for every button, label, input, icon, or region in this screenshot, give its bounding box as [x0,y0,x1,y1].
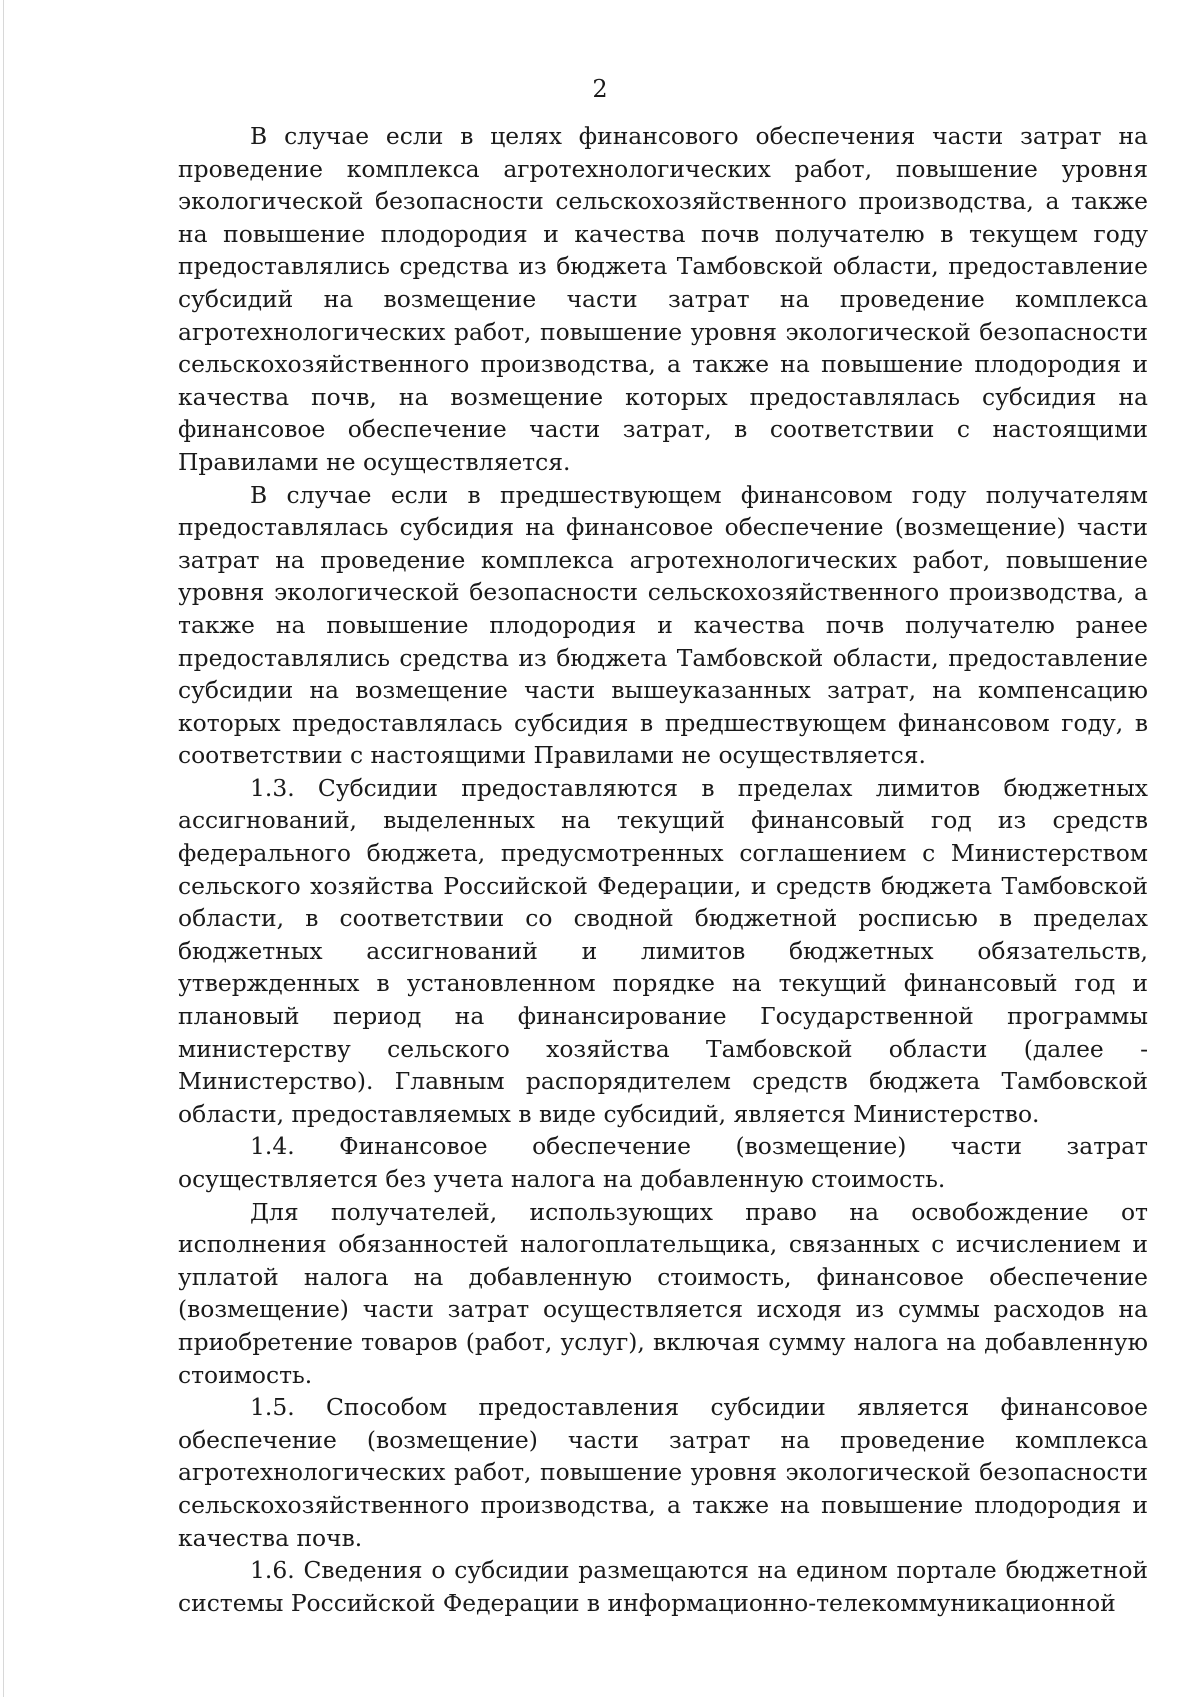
paragraph-1-5: 1.5. Способом предоставления субсидии является финансовое обеспечение (возмещение) части затрат на проведение комплекса агротехнологических работ, повышение уровня экологической безопасности сельскохозяйственного производства, а также на повышение плодородия и качества почв. [178,1393,1148,1552]
scan-edge-line [3,0,4,1697]
page-number: 2 [592,75,608,103]
paragraph-1-6: 1.6. Сведения о субсидии размещаются на едином портале бюджетной системы Российской Федерации в информационно-телекоммуникационной [178,1556,1148,1617]
paragraph-1: В случае если в целях финансового обеспечения части затрат на проведение комплекса агротехнологических работ, повышение уровня экологической безопасности сельскохозяйственного производства, а также на повышение плодородия и качества почв получателю в текущем году предоставлялись средства из бюджета Тамбовской области, предоставление субсидий на возмещение части затрат на проведение комплекса агротехнологических работ, повышение уровня экологической безопасности сельскохозяйственного производства, а также на повышение плодородия и качества почв, на возмещение которых предоставлялась субсидия на финансовое обеспечение части затрат, в соответствии с настоящими Правилами не осуществляется. [178,122,1148,476]
document-body [178,120,1148,1619]
paragraph-2: В случае если в предшествующем финансовом году получателям предоставлялась субсидия на финансовое обеспечение (возмещение) части затрат на проведение комплекса агротехнологических работ, повышение уровня экологической безопасности сельскохозяйственного производства, а также на повышение плодородия и качества почв получателю ранее предоставлялись средства из бюджета Тамбовской области, предоставление субсидии на возмещение части вышеуказанных затрат, на компенсацию которых предоставлялась субсидия в предшествующем финансовом году, в соответствии с настоящими Правилами не осуществляется. [178,480,1148,770]
paragraph-1-3: 1.3. Субсидии предоставляются в пределах лимитов бюджетных ассигнований, выделенных на текущий финансовый год из средств федерального бюджета, предусмотренных соглашением с Министерством сельского хозяйства Российской Федерации, и средств бюджета Тамбовской области, в соответствии со сводной бюджетной росписью в пределах бюджетных ассигнований и лимитов бюджетных обязательств, утвержденных в установленном порядке на текущий финансовый год и плановый период на финансирование Государственной программы министерству сельского хозяйства Тамбовской области (далее - Министерство). Главным распорядителем средств бюджета Тамбовской области, предоставляемых в виде субсидий, является Министерство. [178,773,1148,1128]
paragraph-1-4-cont: Для получателей, использующих право на освобождение от исполнения обязанностей налогоплательщика, связанных с исчислением и уплатой налога на добавленную стоимость, финансовое обеспечение (возмещение) части затрат осуществляется исходя из суммы расходов на приобретение товаров (работ, услуг), включая сумму налога на добавленную стоимость. [178,1197,1148,1389]
paragraph-1-4: 1.4. Финансовое обеспечение (возмещение) части затрат осуществляется без учета налога на добавленную стоимость. [178,1132,1148,1193]
